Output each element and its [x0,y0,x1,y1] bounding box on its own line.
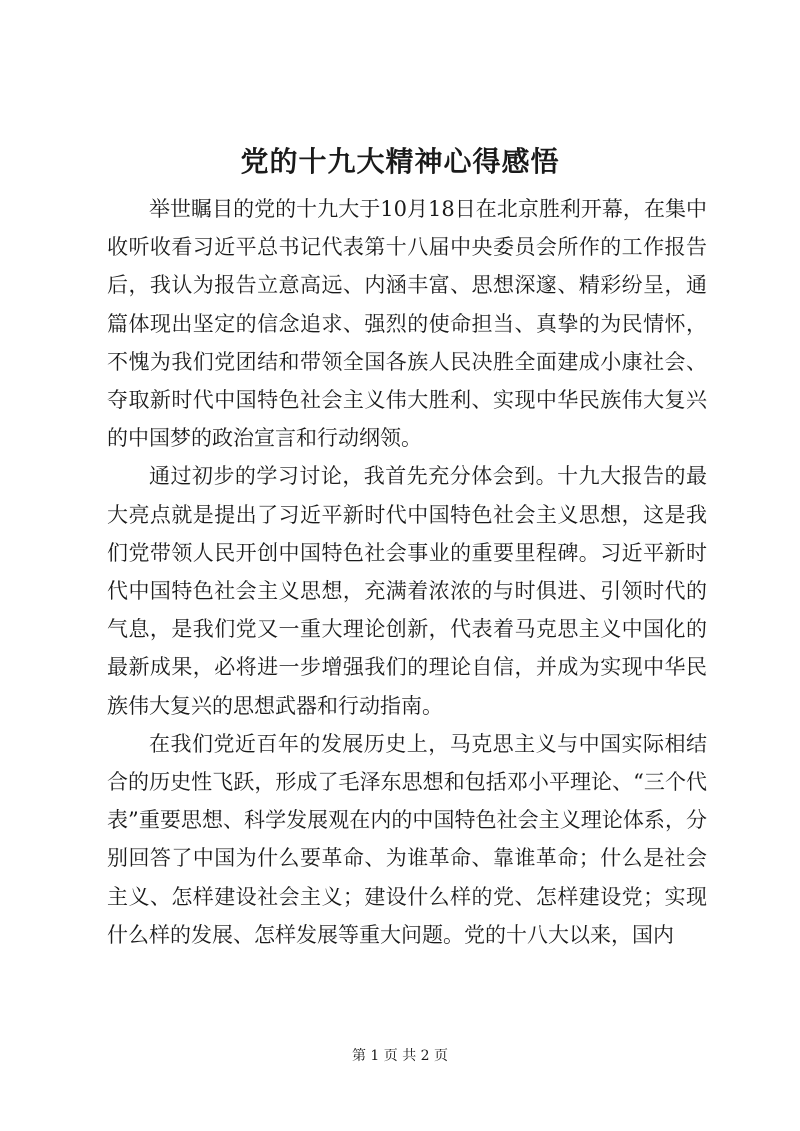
page-footer: 第 1 页 共 2 页 [351,1048,449,1064]
paragraph-1: 举世瞩目的党的十九大于10月18日在北京胜利开幕，在集中收听收看习近平总书记代表第十八届中央委员会所作的工作报告后，我认为报告立意高远、内涵丰富、思想深邃、精彩纷呈，通篇体现出坚定的信念追求、强烈的使命担当、真挚的为民情怀，不愧为我们党团结和带领全国各族人民决胜全面建成小康社会、夺取新时代中国特色社会主义伟大胜利、实现中华民族伟大复兴的中国梦的政治宣言和行动纲领。 [107,197,707,451]
document-body [107,190,707,954]
document-title: 党的十九大精神心得感悟 [240,145,560,178]
paragraph-2: 通过初步的学习讨论，我首先充分体会到。十九大报告的最大亮点就是提出了习近平新时代中国特色社会主义思想，这是我们党带领人民开创中国特色社会事业的重要里程碑。习近平新时代中国特色社会主义思想，充满着浓浓的与时俱进、引领时代的气息，是我们党又一重大理论创新，代表着马克思主义中国化的最新成果，必将进一步增强我们的理论自信，并成为实现中华民族伟大复兴的思想武器和行动指南。 [107,464,707,718]
paragraph-3: 在我们党近百年的发展历史上，马克思主义与中国实际相结合的历史性飞跃，形成了毛泽东思想和包括邓小平理论、“三个代表”重要思想、科学发展观在内的中国特色社会主义理论体系，分别回答了中国为什么要革命、为谁革命、靠谁革命；什么是社会主义、怎样建设社会主义；建设什么样的党、怎样建设党；实现什么样的发展、怎样发展等重大问题。党的十八大以来，国内 [107,731,707,947]
